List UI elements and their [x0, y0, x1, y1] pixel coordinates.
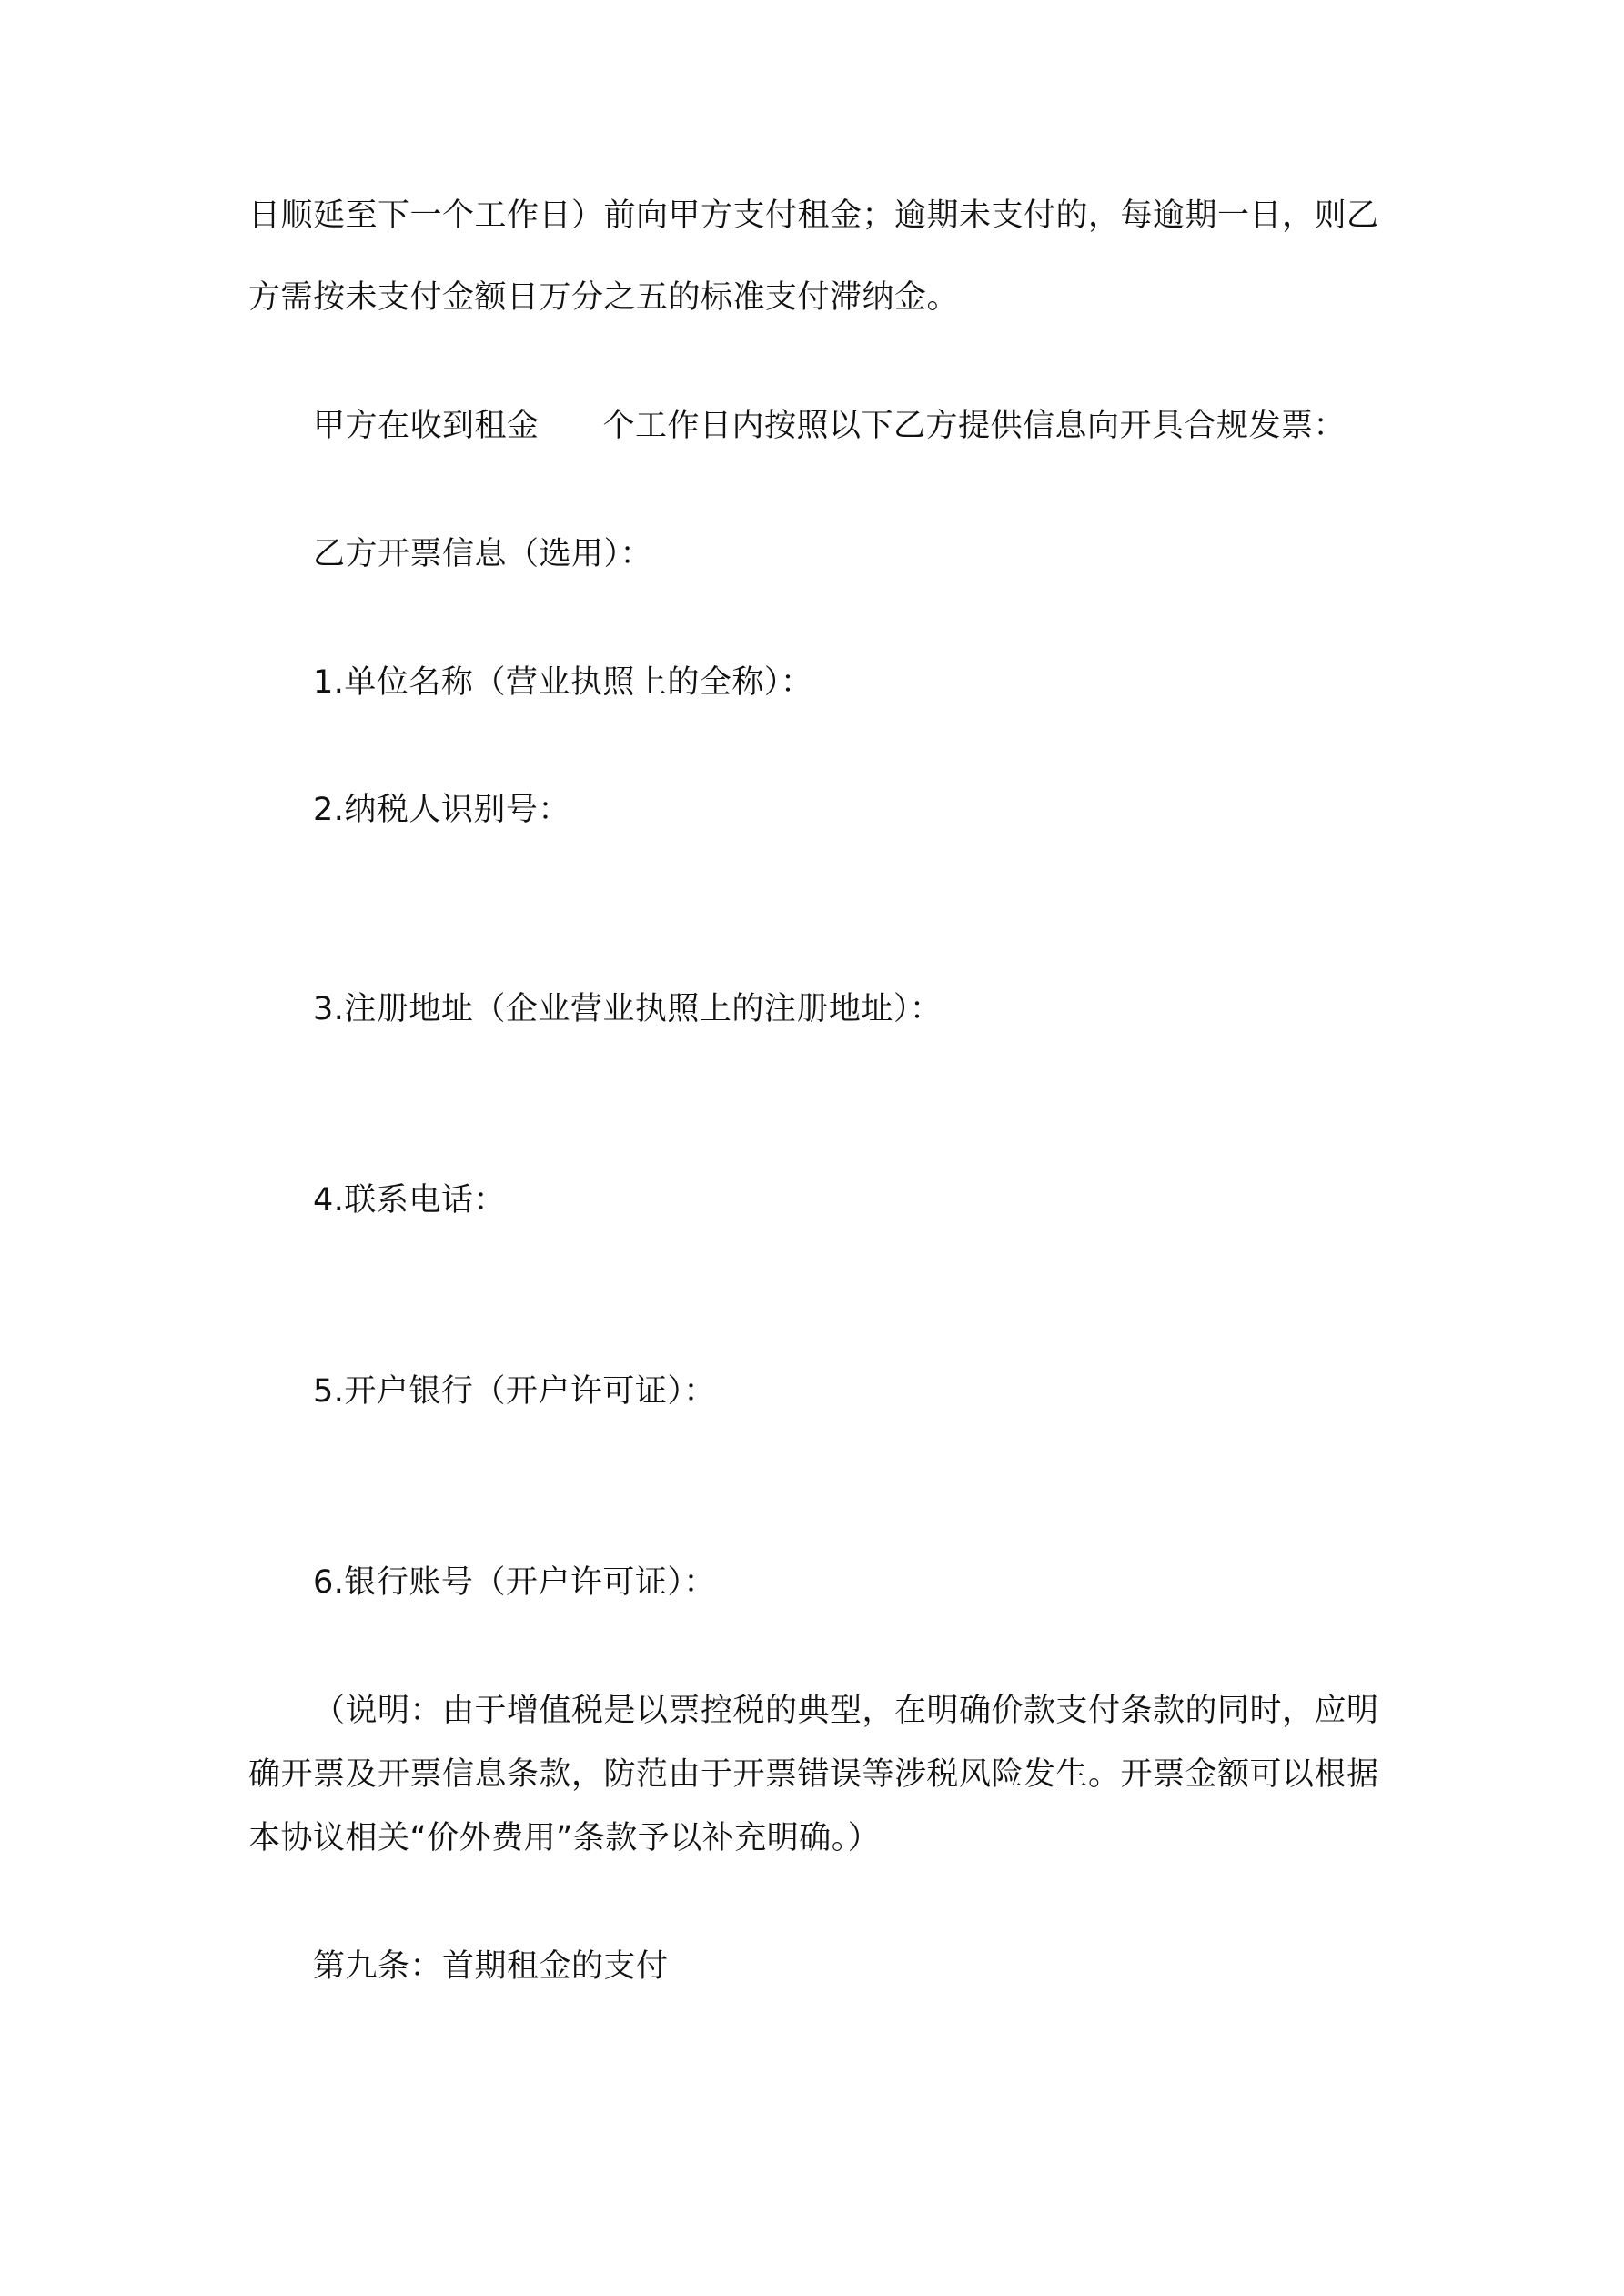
invoice-clause-part-2: 个工作日内按照以下乙方提供信息向开具合规发票：	[602, 408, 1347, 444]
field-phone: 4.联系电话：	[313, 1182, 506, 1219]
paragraph-1-line-2: 方需按未支付金额日万分之五的标准支付滞纳金。	[248, 279, 960, 316]
field-company-name: 1.单位名称（营业执照上的全称）：	[313, 664, 813, 701]
field-bank-account: 6.银行账号（开户许可证）：	[313, 1564, 716, 1601]
note-line-2: 确开票及开票信息条款，防范由于开票错误等涉税风险发生。开票金额可以根据	[248, 1756, 1379, 1793]
field-registered-address: 3.注册地址（企业营业执照上的注册地址）：	[313, 991, 943, 1027]
paragraph-1-line-1: 日顺延至下一个工作日）前向甲方支付租金；逾期未支付的，每逾期一日，则乙	[248, 197, 1379, 234]
invoice-info-heading: 乙方开票信息（选用）：	[313, 536, 653, 572]
note-line-1: （说明：由于增值税是以票控税的典型，在明确价款支付条款的同时，应明	[313, 1693, 1379, 1729]
field-bank-name: 5.开户银行（开户许可证）：	[313, 1373, 716, 1410]
invoice-clause-part-1: 甲方在收到租金	[313, 408, 540, 444]
article-9-heading: 第九条：首期租金的支付	[313, 1948, 669, 1985]
invoice-clause	[313, 404, 1346, 448]
note-line-3: 本协议相关“价外费用”条款予以补充明确。）	[248, 1820, 881, 1856]
field-taxpayer-id: 2.纳税人识别号：	[313, 792, 570, 828]
